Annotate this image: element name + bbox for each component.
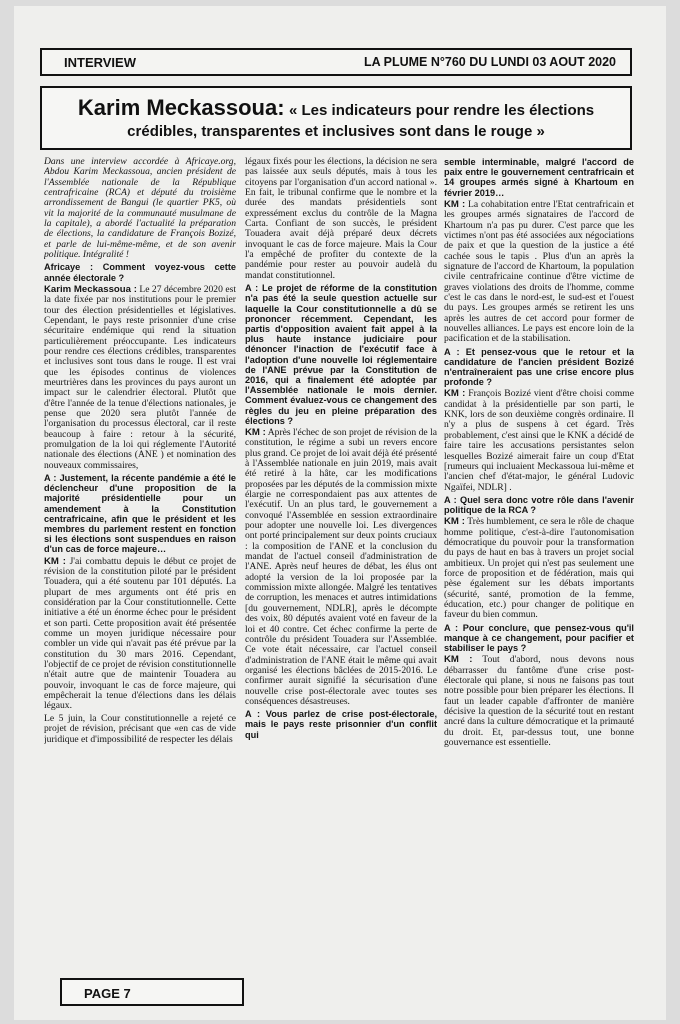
article-body [44,157,634,957]
interview-question: A : Vous parlez de crise post-électorale, mais le pays reste prisonnier d'un conflit qui [245,709,437,740]
headline-quote-1: « Les indicateurs pour rendre les élections [289,102,595,119]
article-intro: Dans une interview accordée à Africaye.org, Abdou Karim Meckassoua, ancien président de l'Assemblée nationale de la République centrafricaine (RCA) et député du troisième arrondissement de Bangui (le quartier PK5, où vit la majorité de la communauté musulmane de la capitale), a abordé l'actualité la préparation de élections, la candidature de François Bozizé, et parle de lui-même-même, et de son avenir politique. Intégralité ! [44,157,236,261]
issue-info: LA PLUME N°760 DU LUNDI 03 AOUT 2020 [363,55,616,69]
interview-question: A : Et pensez-vous que le retour et la candidature de l'ancien président Bozizé n'entraîneraient pas une crise encore plus profonde ? [444,346,634,388]
answer-text: La cohabitation entre l'Etat centrafricain et les groupes armés signataires de l'accord de Khartoum n'a pas pu durer. C'est parce que les victimes n'ont pas été associées aux négociations de paix et que la question de la justice a été cachée sous le tapis . Plus d'un an après la signature de l'accord de Khartoum, la population civile centrafricaine continue d'être victime de graves violations des droits de l'homme, comme c'est le cas dans le nord-est, le sud-est et l'ouest du pays. Les groupes armés se retirent les uns après les autres de cet accord pour former de nouvelles alliances. Le pays est encore loin de la pacification et de la stabilisation. [444,198,634,345]
interview-answer [444,389,634,492]
interview-answer [245,428,437,707]
interview-question: A : Pour conclure, que pensez-vous qu'il manque à ce changement, pour pacifier et stabiliser le pays ? [444,622,634,654]
interview-answer [444,517,634,620]
speaker-label: Karim Meckassoua : [44,283,137,295]
interview-answer [44,285,236,471]
interview-answer [44,557,236,712]
page-header [40,48,632,76]
interview-question: semble interminable, malgré l'accord de paix entre le gouvernement centrafricain et 14 groupes armés signé à Khartoum en février 2019… [444,157,634,198]
interview-answer [444,200,634,345]
article-column-1 [44,157,236,957]
interview-question: A : Justement, la récente pandémie a été le déclencheur d'une proposition de la majorité présidentielle pour un amendement à la Constitution centrafricaine, afin que le président et les membres du parlement restent en fonction si les élections sont suspendues en raison d'un cas de force majeure… [44,473,236,555]
article-paragraph: légaux fixés pour les élections, la décision ne sera pas laissée aux seuls députés, mais à tous les citoyens par l'organisation d'un accord national ». En fait, le tribunal confirme que le nombre et la durée des mandats présidentiels sont expressément exclus du contrôle de la Magna Carta. Confiant de son succès, le président Touadera avait déjà préparé deux décrets invoquant le cas de force majeure. Mais la Cour l'a empêché de profiter du contexte de la pandémie pour rester au pouvoir audelà du mandat constitutionnel. [245,157,437,281]
answer-text: Très humblement, ce sera le rôle de chaque homme politique, c'est-à-dire l'autonomisation démocratique du pouvoir pour la transformation du pays de haut en bas à travers un projet social ambitieux. Un projet qui n'est pas seulement une force de proposition et de fédération, mais qui pèse également sur les débats importants (sécurité, santé, promotion de la femme, éducation, etc.) pour changer de politique en faveur du bien commun. [444,516,634,621]
article-column-2 [245,157,437,957]
answer-text: Tout d'abord, nous devons nous débarrasser du fantôme d'une crise post-électorale qui plane, si nous ne faisons pas tout notre possible pour bien préparer les élections. Il faut un leader capable d'affronter de manière décisive la question de la sécurité tout en restant ancré dans la culture démocratique et la primauté du droit. Et, par-dessus tout, une bonne gouvernance est essentielle. [444,654,634,749]
interview-question: A : Quel sera donc votre rôle dans l'avenir politique de la RCA ? [444,494,634,516]
answer-text: Après l'échec de son projet de révision de la constitution, le régime a subi un revers encore plus grand. Ce projet de loi avait déjà été présenté à l'Assemblée nationale en juin 2019, mais avait été retiré à la hâte, car les modifications proposées par les députés de la commission mixte élargie ne correspondaient pas aux attentes de l'exécutif. Un an plus tard, le gouvernement a convoqué l'Assemblée en session extraordinaire pour adopter une nouvelle loi. Les divergences ont porté principalement sur deux points cruciaux : la composition de l'ANE et la conclusion du mandat de l'actuel conseil d'administration de l'ANE. Après neuf heures de débat, les élus ont adopté la version de la loi proposée par la commission mixte allongée. Malgré les tentatives de corruption, les menaces et autres intimidations [du gouvernement, NDLR], après le décompte des voix, 80 députés avaient voté en faveur de la loi et 40 contre. Cet échec confirme la perte de contrôle du président Touadera sur l'Assemblée. Ce vote était nécessaire, car l'actuel conseil d'administration de l'ANE était le même qui avait organisé les élections bâclées de 2015-2016. Le confirmer aurait signifié la sécurisation d'une nouvelle crise post-électorale avec toutes ses conséquences désastreuses. [245,426,437,707]
article-column-3 [444,157,634,957]
answer-text: Le 27 décembre 2020 est la date fixée par nos institutions pour le premier tour des élection présidentielles et législatives. Cependant, le pays reste prisonnier d'une crise sécuritaire endémique qui rend la situation particulièrement préoccupante. Les indicateurs pour rendre ces élections crédibles, transparentes et inclusives sont tous dans le rouge. Il est vrai que les épisodes continus de violences meurtrières dans les provinces du pays auront un impact sur le calendrier électoral. Plutôt que d'être l'année de la tenue d'élections nationales, je pense que 2020 sera plutôt l'année de l'organisation du processus électoral, car il reste beaucoup à faire : retour à la sécurité, promulgation de la loi qui réglemente l'Autorité nationale des élections (ANE ) et nomination des nouveaux commissaires, [44,283,236,471]
speaker-label: KM : [444,198,466,210]
speaker-label: KM : [44,555,66,567]
headline-name: Karim Meckassoua: [77,95,285,120]
speaker-label: KM : [245,426,266,438]
interview-question: Africaye : Comment voyez-vous cette année électorale ? [44,262,236,283]
section-label: INTERVIEW [64,55,136,70]
page-number: PAGE 7 [84,986,131,1001]
headline-box [40,86,632,150]
speaker-label: KM : [444,654,473,666]
speaker-label: KM : [444,388,466,400]
page-footer [60,978,244,1006]
answer-text: François Bozizé vient d'être choisi comme candidat à la présidentielle par son parti, le KNK, lors de son deuxième congrès ordinaire. Il n'y a plus de suspens à cet égard. Très probablement, c'est ainsi que le KNK a décidé de faire taire les accusations persistantes selon lesquelles Bozizé aimerait faire un coup d'Etat [rumeurs qui incluaient Meckassoua lui-même et l'ancien chef d'état-major, le général Ludovic Ngaïfei, NDLR] . [444,388,634,493]
answer-text: J'ai combattu depuis le début ce projet de révision de la constitution piloté par le président Touadera, qui a été soutenu par 101 députés. La plupart de mes arguments ont été pris en considération par la Cour constitutionnelle. Cette initiative a été un énorme échec pour le président et son parti. Cette proposition avait été présentée comme un moyen juridique nécessaire pour combler un vide qui n'avait pas été prévue par la constitution du 30 mars 2016. Cependant, l'objectif de ce projet de révision constitutionnelle n'était autre que de maintenir Touadera au pouvoir, invoquant le cas de force majeure, qui empêcherait la tenue d'élections dans les délais légaux. [44,555,236,712]
article-paragraph: Le 5 juin, la Cour constitutionnelle a rejeté ce projet de révision, précisant que «en cas de vide juridique et d'impossibilité de respecter les délais [44,712,236,745]
headline-line-1 [42,95,630,121]
interview-question: A : Le projet de réforme de la constitution n'a pas été la seule question actuelle sur laquelle la Cour constitutionnelle a dû se prononcer récemment. Cependant, les partis d'opposition avaient fait appel à la plus haute instance judiciaire pour dénoncer l'inaction de l'exécutif face à l'adoption d'une nouvelle loi réglementaire de l'ANE prévue par la Constitution de 2016, qui a finalement été adoptée par l'Assemblée nationale le mois dernier. Comment évaluez-vous ce changement des règles du jeu en pleine préparation des élections ? [245,283,437,426]
headline-quote-2: crédibles, transparentes et inclusives sont dans le rouge » [127,123,545,140]
speaker-label: KM : [444,516,465,528]
interview-answer [444,655,634,748]
